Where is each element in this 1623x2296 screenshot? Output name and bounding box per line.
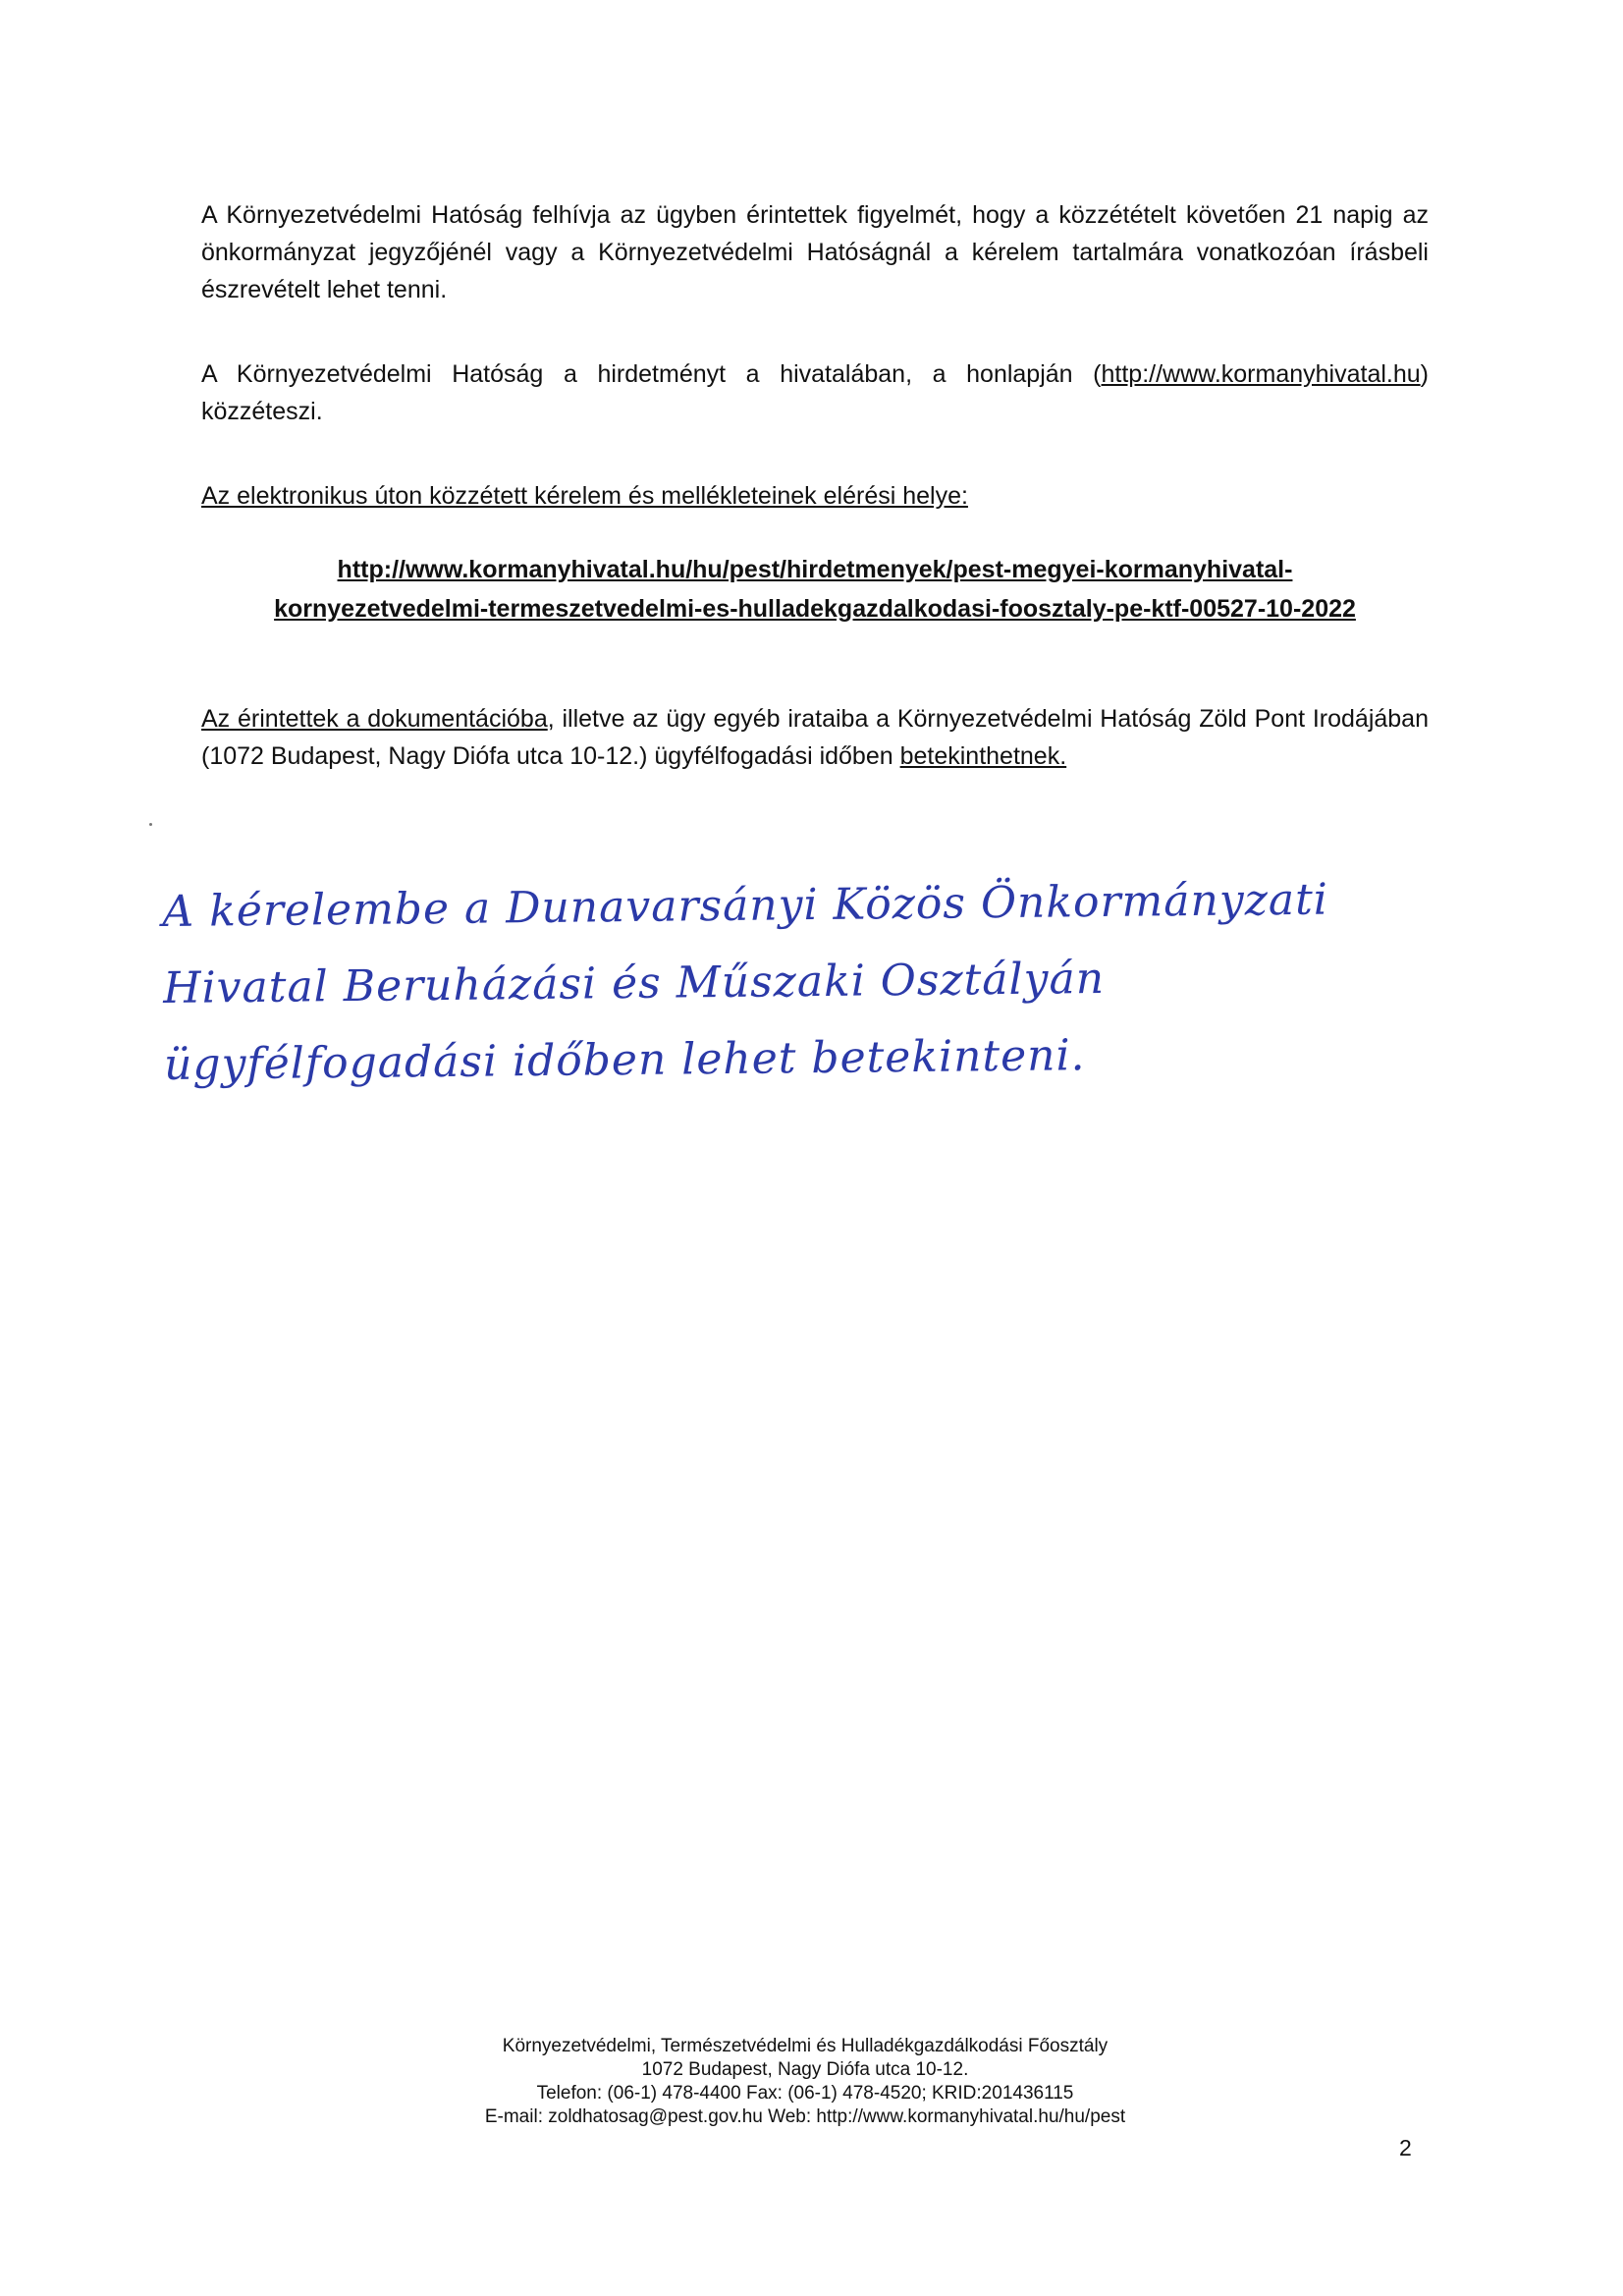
inspection-paragraph	[201, 700, 1429, 775]
kormanyhivatal-link[interactable]: http://www.kormanyhivatal.hu	[1101, 360, 1421, 388]
publication-paragraph	[201, 355, 1429, 430]
publication-text-after: ) közzéteszi.	[201, 360, 1429, 425]
publication-text-before: A Környezetvédelmi Hatóság a hirdetményt a hivatalában, a honlapján (	[201, 360, 1102, 388]
inspection-text: , illetve az ügy egyéb irataiba a Környezetvédelmi Hatóság Zöld Pont Irodájában (1072 Budapest, Nagy Diófa utca 10-12.) ügyfélfogadási időben	[201, 705, 1429, 770]
documentation-link[interactable]: Az érintettek a dokumentációba	[201, 705, 548, 733]
document-url[interactable]	[201, 550, 1429, 629]
handwritten-note	[162, 860, 1440, 1104]
footer-phone: Telefon: (06-1) 478-4400 Fax: (06-1) 478-4520; KRID:201436115	[536, 2083, 1074, 2104]
document-url-line-2[interactable]: kornyezetvedelmi-termeszetvedelmi-es-hulladekgazdalkodasi-foosztaly-pe-ktf-00527-10-2022	[274, 595, 1356, 623]
inspect-link[interactable]: betekinthetnek.	[899, 742, 1067, 770]
footer-address: 1072 Budapest, Nagy Diófa utca 10-12.	[641, 2059, 969, 2080]
page-number: 2	[1399, 2135, 1412, 2160]
notice-paragraph	[201, 196, 1429, 308]
footer-contact: E-mail: zoldhatosag@pest.gov.hu Web: http://www.kormanyhivatal.hu/hu/pest	[484, 2106, 1126, 2127]
notice-text: A Környezetvédelmi Hatóság felhívja az ügyben érintettek figyelmét, hogy a közzétételt követően 21 napig az önkormányzat jegyzőjénél vagy a Környezetvédelmi Hatóságnál a kérelem tartalmára vonatkozóan írásbeli észrevételt lehet tenni.	[201, 201, 1429, 303]
handwritten-line-3: ügyfélfogadási időben lehet betekinteni.	[163, 1030, 1086, 1090]
access-location-text: Az elektronikus úton közzétett kérelem és mellékleteinek elérési helye:	[201, 482, 968, 510]
handwritten-line-2: Hivatal Beruházási és Műszaki Osztályán	[162, 953, 1106, 1013]
document-url-line-1[interactable]: http://www.kormanyhivatal.hu/hu/pest/hirdetmenyek/pest-megyei-kormanyhivatal-	[337, 556, 1293, 583]
footer	[393, 2035, 1217, 2129]
scan-speck	[149, 823, 152, 826]
footer-department: Környezetvédelmi, Természetvédelmi és Hulladékgazdálkodási Főosztály	[502, 2036, 1109, 2056]
access-location-heading	[201, 477, 1429, 515]
handwritten-line-1: A kérelembe a Dunavarsányi Közös Önkormányzati	[162, 874, 1329, 937]
